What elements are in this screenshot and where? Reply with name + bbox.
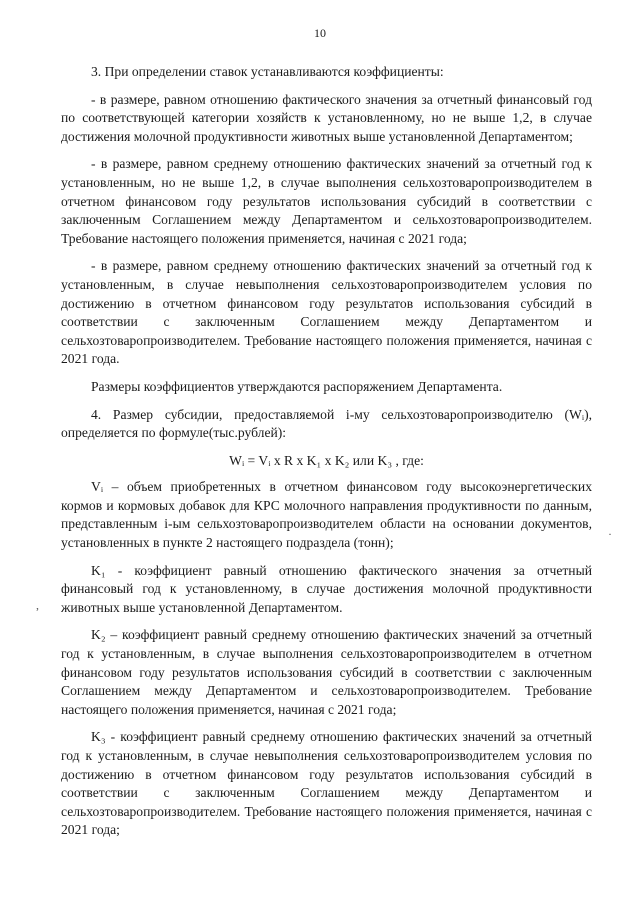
definition-k3: K₃ - коэффициент равный среднему отношению фактических значений за отчетный год к установленным, в случае невыполнения сельхозтоваропроизводителем условия по достижению в отчетном финансовом году результатов использования субсидий в соответствии с заключенным Соглашением между Департаментом и сельхозтоваропроизводителем. Требование настоящего положения применяется, начиная с 2021 года; <box>61 729 592 838</box>
paragraph-coefficient-milk: - в размере, равном отношению фактического значения за отчетный финансовый год по соответствующей категории хозяйств к установленному, но не выше 1,2, в случае достижения молочной продуктивности животных выше установленной Департаментом; <box>61 91 592 144</box>
paragraph-coefficient-unfulfilled: - в размере, равном среднему отношению фактических значений за отчетный год к установленным, в случае невыполнения сельхозтоваропроизводителем условия по достижению в отчетном финансовом году результатов использования субсидий в соответствии с заключенным Соглашением между Департаментом и сельхозтоваропроизводителем. Требование настоящего положения применяется, начиная с 2021 года. <box>61 258 592 367</box>
paragraph-coefficient-approval: Размеры коэффициентов утверждаются распоряжением Департамента. <box>91 378 503 394</box>
scan-mark: · <box>608 527 612 541</box>
definition-k2: K₂ – коэффициент равный среднему отношению фактических значений за отчетный год к установленным, в случае выполнения сельхозтоваропроизводителем в отчетном финансовом году результатов использования субсидий в соответствии с заключенным Соглашением между Департаментом и сельхозтоваропроизводителем. Требование настоящего положения применяется, начиная с 2021 года; <box>61 627 592 717</box>
document-body <box>61 63 592 849</box>
page-number: 10 <box>314 26 326 40</box>
paragraph-subsidy-size: 4. Размер субсидии, предоставляемой i-му сельхозтоваропроизводителю (Wᵢ), определяется по формуле(тыс.рублей): <box>61 406 592 441</box>
definition-k1: K₁ - коэффициент равный отношению фактического значения за отчетный финансовый год к установленному, в случае достижения молочной продуктивности животных выше установленной Департаментом. <box>61 562 592 615</box>
scan-mark: , <box>36 598 39 612</box>
formula: Wᵢ = Vᵢ x R x K₁ x K₂ или K₃ , где: <box>229 452 424 468</box>
definition-v: Vᵢ – объем приобретенных в отчетном финансовом году высокоэнергетических кормов и кормовых добавок для КРС молочного направления продуктивности по данным, представленным i-ым сельхозтоваропроизводителем области на основании документов, установленных в пункте 2 настоящего подраздела (тонн); <box>61 479 592 551</box>
paragraph-coefficients-intro: 3. При определении ставок устанавливаются коэффициенты: <box>91 64 444 79</box>
paragraph-coefficient-fulfilled: - в размере, равном среднему отношению фактических значений за отчетный год к установленным, но не выше 1,2, в случае выполнения сельхозтоваропроизводителем в отчетном финансовом году результатов использования субсидий в соответствии с заключенным Соглашением между Департаментом и сельхозтоваропроизводителем. Требование настоящего положения применяется, начиная с 2021 года; <box>61 156 592 246</box>
